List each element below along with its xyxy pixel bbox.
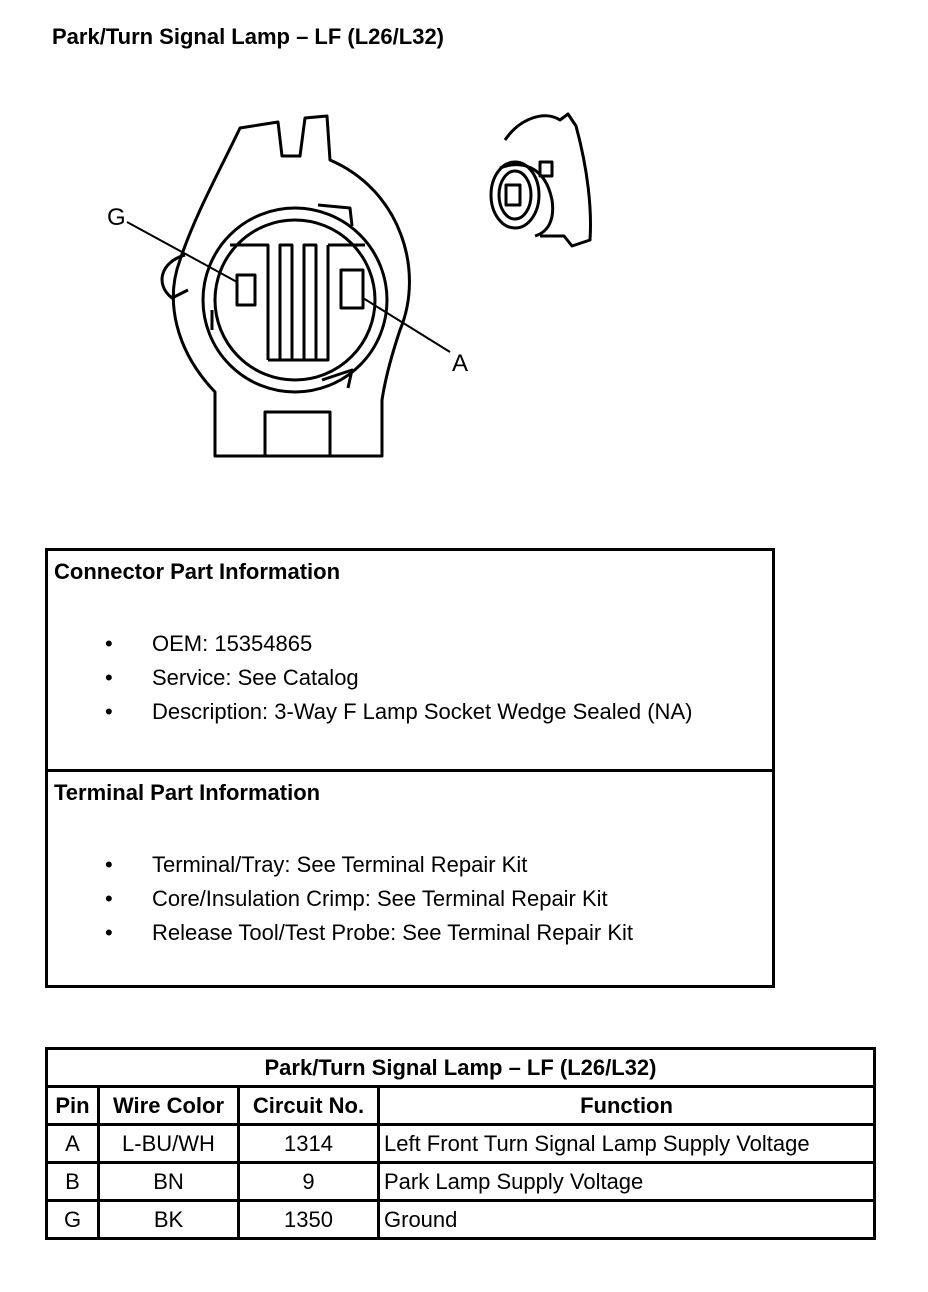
table-title: Park/Turn Signal Lamp – LF (L26/L32)	[47, 1049, 875, 1087]
page-title: Park/Turn Signal Lamp – LF (L26/L32)	[52, 24, 445, 49]
cell-circuit-no: 9	[239, 1163, 379, 1201]
cell-function: Ground	[379, 1201, 875, 1239]
connector-info-title: Connector Part Information	[54, 559, 341, 584]
table-row	[47, 1125, 875, 1163]
bullet: •	[105, 631, 113, 656]
list-item	[48, 631, 692, 665]
bullet: •	[105, 852, 113, 877]
table-row	[47, 1163, 875, 1201]
cell-wire-color: L-BU/WH	[99, 1125, 239, 1163]
part-info-box	[45, 548, 775, 988]
cell-function: Park Lamp Supply Voltage	[379, 1163, 875, 1201]
connector-info-description: Description: 3-Way F Lamp Socket Wedge Sealed (NA)	[152, 699, 693, 724]
connector-info-list	[48, 631, 692, 733]
terminal-info-tray: Terminal/Tray: See Terminal Repair Kit	[152, 852, 528, 877]
connector-info-oem: OEM: 15354865	[152, 631, 313, 656]
terminal-info-title: Terminal Part Information	[54, 780, 321, 805]
header-wire-color: Wire Color	[99, 1087, 239, 1125]
list-item	[48, 852, 633, 886]
bullet: •	[105, 920, 113, 945]
terminal-info-crimp: Core/Insulation Crimp: See Terminal Repair Kit	[152, 886, 608, 911]
cell-function: Left Front Turn Signal Lamp Supply Voltage	[379, 1125, 875, 1163]
cell-wire-color: BK	[99, 1201, 239, 1239]
connector-face-diagram	[0, 0, 928, 500]
cell-pin: B	[47, 1163, 99, 1201]
connector-info-section	[48, 551, 772, 772]
bullet: •	[105, 699, 113, 724]
header-circuit-no: Circuit No.	[239, 1087, 379, 1125]
table-header-row	[47, 1087, 875, 1125]
header-pin: Pin	[47, 1087, 99, 1125]
cell-circuit-no: 1350	[239, 1201, 379, 1239]
list-item	[48, 920, 633, 954]
list-item	[48, 699, 692, 733]
terminal-info-list	[48, 852, 633, 954]
connector-info-service: Service: See Catalog	[152, 665, 359, 690]
bullet: •	[105, 886, 113, 911]
cell-circuit-no: 1314	[239, 1125, 379, 1163]
terminal-info-release-tool: Release Tool/Test Probe: See Terminal Repair Kit	[152, 920, 633, 945]
cell-wire-color: BN	[99, 1163, 239, 1201]
cell-pin: G	[47, 1201, 99, 1239]
terminal-info-section	[48, 772, 772, 988]
callout-a: A	[452, 350, 469, 377]
table-row	[47, 1201, 875, 1239]
connector-perspective-icon	[491, 114, 590, 246]
header-function: Function	[379, 1087, 875, 1125]
bullet: •	[105, 665, 113, 690]
list-item	[48, 886, 633, 920]
pin-table	[45, 1047, 876, 1240]
list-item	[48, 665, 692, 699]
table-title-row	[47, 1049, 875, 1087]
cell-pin: A	[47, 1125, 99, 1163]
callout-g: G	[107, 204, 126, 231]
